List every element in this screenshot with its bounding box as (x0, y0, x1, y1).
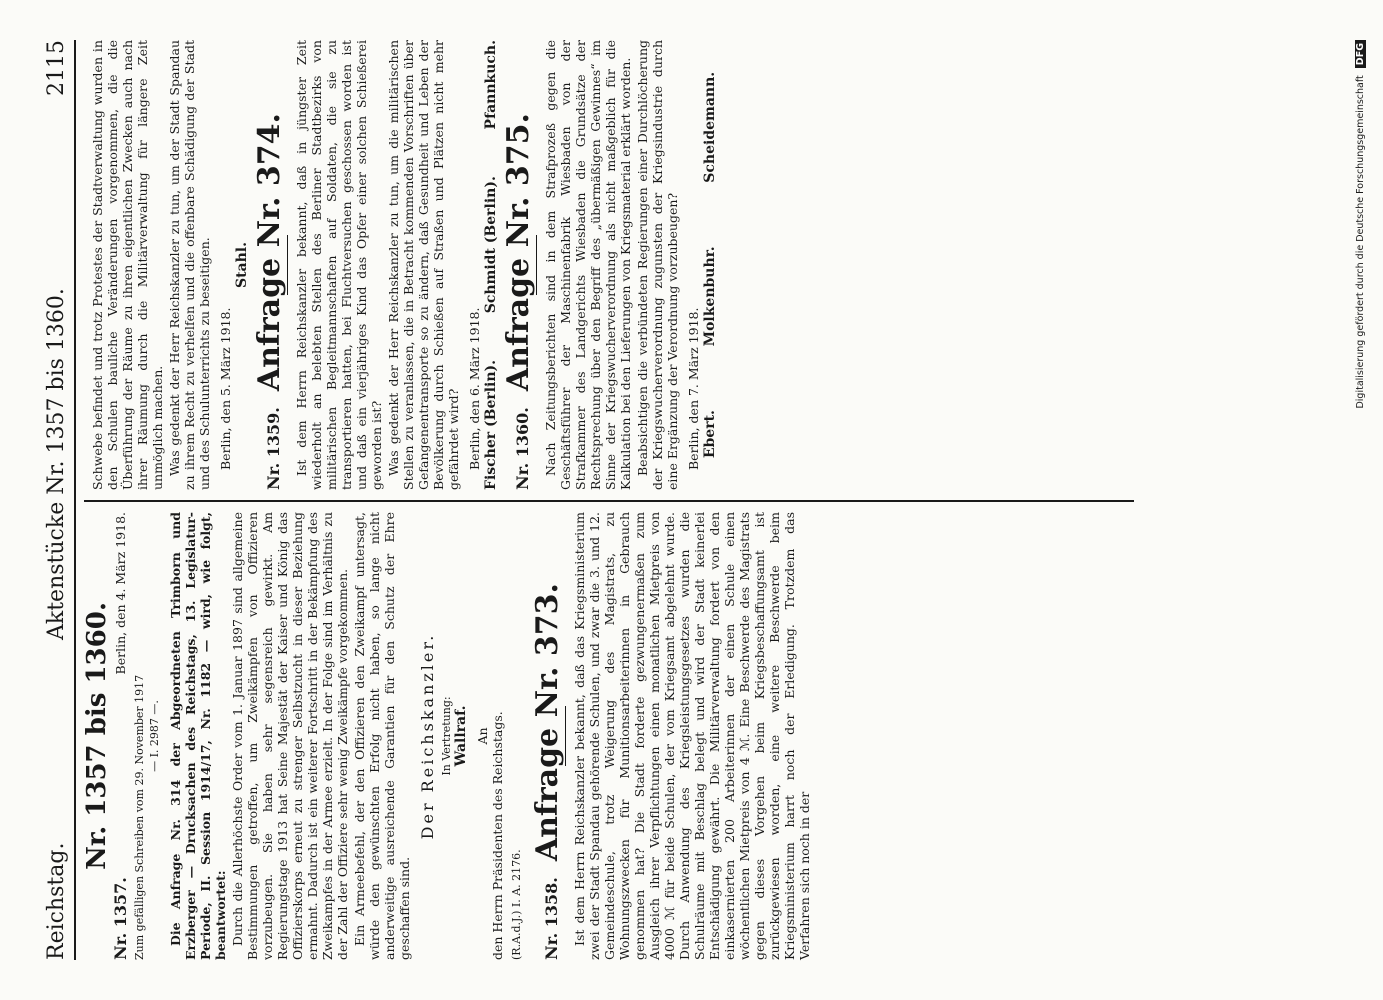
date-375: Berlin, den 7. März 1918. (686, 307, 701, 470)
left-column (82, 512, 814, 960)
anfrage-375-title: Anfrage Nr. 375. (501, 112, 536, 392)
an-label: An (475, 727, 490, 745)
page-number: 2115 (44, 40, 69, 96)
nr1357-date: Berlin, den 4. März 1918. (113, 512, 128, 675)
header-left: Reichstag. (44, 842, 69, 960)
digitization-stamp (1355, 40, 1366, 960)
para-1357-body-2: Ein Armeebefehl, der den Offizieren den Zweikampf untersagt, würde den gewünschten Erfolg nicht haben, so lange nicht anderweitige ausreichende Garantien für den Schutz der Ehre geschaffen sind. (352, 512, 412, 960)
para-375-a: Nach Zeitungsberichten sind in dem Strafprozeß gegen die Geschäftsführer der Maschinenfabrik Wiesbaden von der Strafkammer des Landgerichts Wiesbaden die Grundsätze der Rechtsprechung über den Begriff des „übermäßigen Gewinnes“ im Sinne der Kriegswucherverordnung als nicht maßgeblich für die Kalkulation bei den Lieferungen von Kriegsmaterial erklärt worden. (543, 40, 633, 490)
para-1357-body: Durch die Allerhöchste Order vom 1. Januar 1897 sind allgemeine Bestimmungen getroffen, um Zweikämpfen von Offizieren vorzubeugen. Sie haben sehr segensreich gewirkt. Am Regierungstage 1913 hat Seine Majestät der Kaiser und König das Offizierskorps erneut zu strenger Selbstzucht in dieser Beziehung ermahnt. Dadurch ist ein weiterer Fortschritt in der Bekämpfung des Zweikampfes in der Armee erzielt. In der Folge sind im Verhältnis zu der Zahl der Offiziere sehr wenig Zweikämpfe vorgekommen. (230, 512, 350, 960)
column-divider (84, 500, 1134, 502)
header-center: Aktenstücke Nr. 1357 bis 1360. (44, 288, 69, 640)
short-rule-375 (536, 235, 537, 295)
ref-bottom: (R.A.d.J.) I. A. 2176. (510, 849, 523, 960)
right-column (90, 40, 718, 490)
para-373-cont: Schwebe befindet und trotz Protestes der Stadtverwaltung wurden in den Schulen bauliche Veränderungen vorgenommen, die die Überführung der Räume zu ihren eigentlichen Zwecken auch nach ihrer Räumung durch die Militärverwaltung für längere Zeit unmöglich machen. (90, 40, 165, 490)
date-373: Berlin, den 5. März 1918. (218, 307, 233, 470)
page-header (44, 40, 84, 960)
sig-fischer: Fischer (Berlin). (483, 359, 499, 490)
sig-pfannkuch: Pfannkuch. (483, 40, 499, 130)
sig-schmidt: Schmidt (Berlin). (483, 176, 499, 314)
para-1357-intro: Die Anfrage Nr. 314 der Abgeordneten Trimborn und Erzberger — Drucksachen des Reichstags, 13. Legislatur-Periode, II. Session 1914/17, Nr. 1182 — wird, wie folgt, beantwortet: (168, 512, 228, 960)
sig-molkenbuhr: Molkenbuhr. (702, 246, 718, 347)
sig-ebert: Ebert. (702, 410, 718, 459)
header-rule (74, 40, 76, 960)
sig-scheidemann: Scheidemann. (702, 71, 718, 183)
dfg-logo: DFG (1355, 40, 1366, 68)
para-373-cont-2: Was gedenkt der Herr Reichskanzler zu tun, um der Stadt Spandau zu ihrem Recht zu verhelfen und die offenbare Schädigung der Stadt und des Schulunterrichts zu beseitigen. (167, 40, 212, 490)
date-374: Berlin, den 6. März 1918. (467, 307, 482, 470)
section-heading: Nr. 1357 bis 1360. (82, 602, 112, 870)
vertretung-label: In Vertretung: (440, 696, 453, 776)
short-rule-373 (565, 706, 566, 766)
para-374-b: Was gedenkt der Herr Reichskanzler zu tun, um die militärischen Stellen zu veranlassen, die in Betracht kommenden Vorschriften über Gefangenentransporte so zu ändern, daß Gesundheit und Leben der Bevölkerung durch Schießen auf Straßen und Plätzen nicht mehr gefährdet wird? (386, 40, 461, 490)
recipient-line: den Herrn Präsidenten des Reichstags. (490, 711, 505, 960)
sig-stahl: Stahl. (234, 241, 250, 289)
nr1358-label: Nr. 1358. (542, 877, 561, 960)
para-375-b: Beabsichtigen die verbündeten Regierungen einer Durchlöcherung der Kriegswucherverordnung zugunsten der Kriegsindustrie durch eine Ergänzung der Verordnung vorzubeugen? (635, 40, 680, 490)
short-rule-374 (287, 235, 288, 295)
nr1360-label: Nr. 1360. (513, 407, 532, 490)
para-374-a: Ist dem Herrn Reichskanzler bekannt, daß in jüngster Zeit wiederholt an belebten Stellen des Berliner Stadtbezirks von militärischen Begleitmannschaften auf Soldaten, die sie zu transportieren hatten, bei Fluchtversuchen geschossen worden ist und daß ein vierjähriges Kind das Opfer einer solchen Schießerei geworden ist? (294, 40, 384, 490)
para-373: Ist dem Herrn Reichskanzler bekannt, daß das Kriegsministerium zwei der Stadt Spandau gehörende Schulen, und zwar die 3. und 12. Gemeindeschule, trotz Weigerung des Magistrats, zu Wohnungszwecken für Munitionsarbeiterinnen in Gebrauch genommen hat? Die Stadt forderte gezwungenermaßen zum Ausgleich ihrer Verpflichtungen einen monatlichen Mietpreis von 4000 ℳ für beide Schulen, der vom Kriegsamt abgelehnt wurde. Durch Anwendung des Kriegsleistungsgesetzes wurden die Schulräume mit Beschlag belegt und wird der Stadt keinerlei Entschädigung gewährt. Die Militärverwaltung fordert von den einkasernierten 200 Arbeiterinnen der einen Schule einen wöchentlichen Mietpreis von 4 ℳ. Eine Beschwerde des Magistrats gegen dieses Vorgehen beim Kriegsbeschaffungsamt ist zurückgewiesen worden, eine weitere Beschwerde beim Kriegsministerium harrt noch der Erledigung. Trotzdem das Verfahren sich noch in der (572, 512, 812, 960)
ref-line-1: Zum gefälligen Schreiben vom 29. November 1917 (133, 674, 146, 960)
nr1357-label: Nr. 1357. (111, 877, 130, 960)
reichskanzler-title: Der Reichskanzler. (418, 632, 437, 840)
anfrage-374-title: Anfrage Nr. 374. (252, 112, 287, 392)
nr1359-label: Nr. 1359. (264, 407, 283, 490)
digitization-text: Digitalisierung gefördert durch die Deutsche Forschungsgemeinschaft (1355, 75, 1366, 409)
anfrage-373-title: Anfrage Nr. 373. (530, 582, 565, 862)
signer-wallraf: Wallraf. (453, 705, 469, 767)
ref-line-2: — I. 2987 —. (148, 700, 161, 772)
